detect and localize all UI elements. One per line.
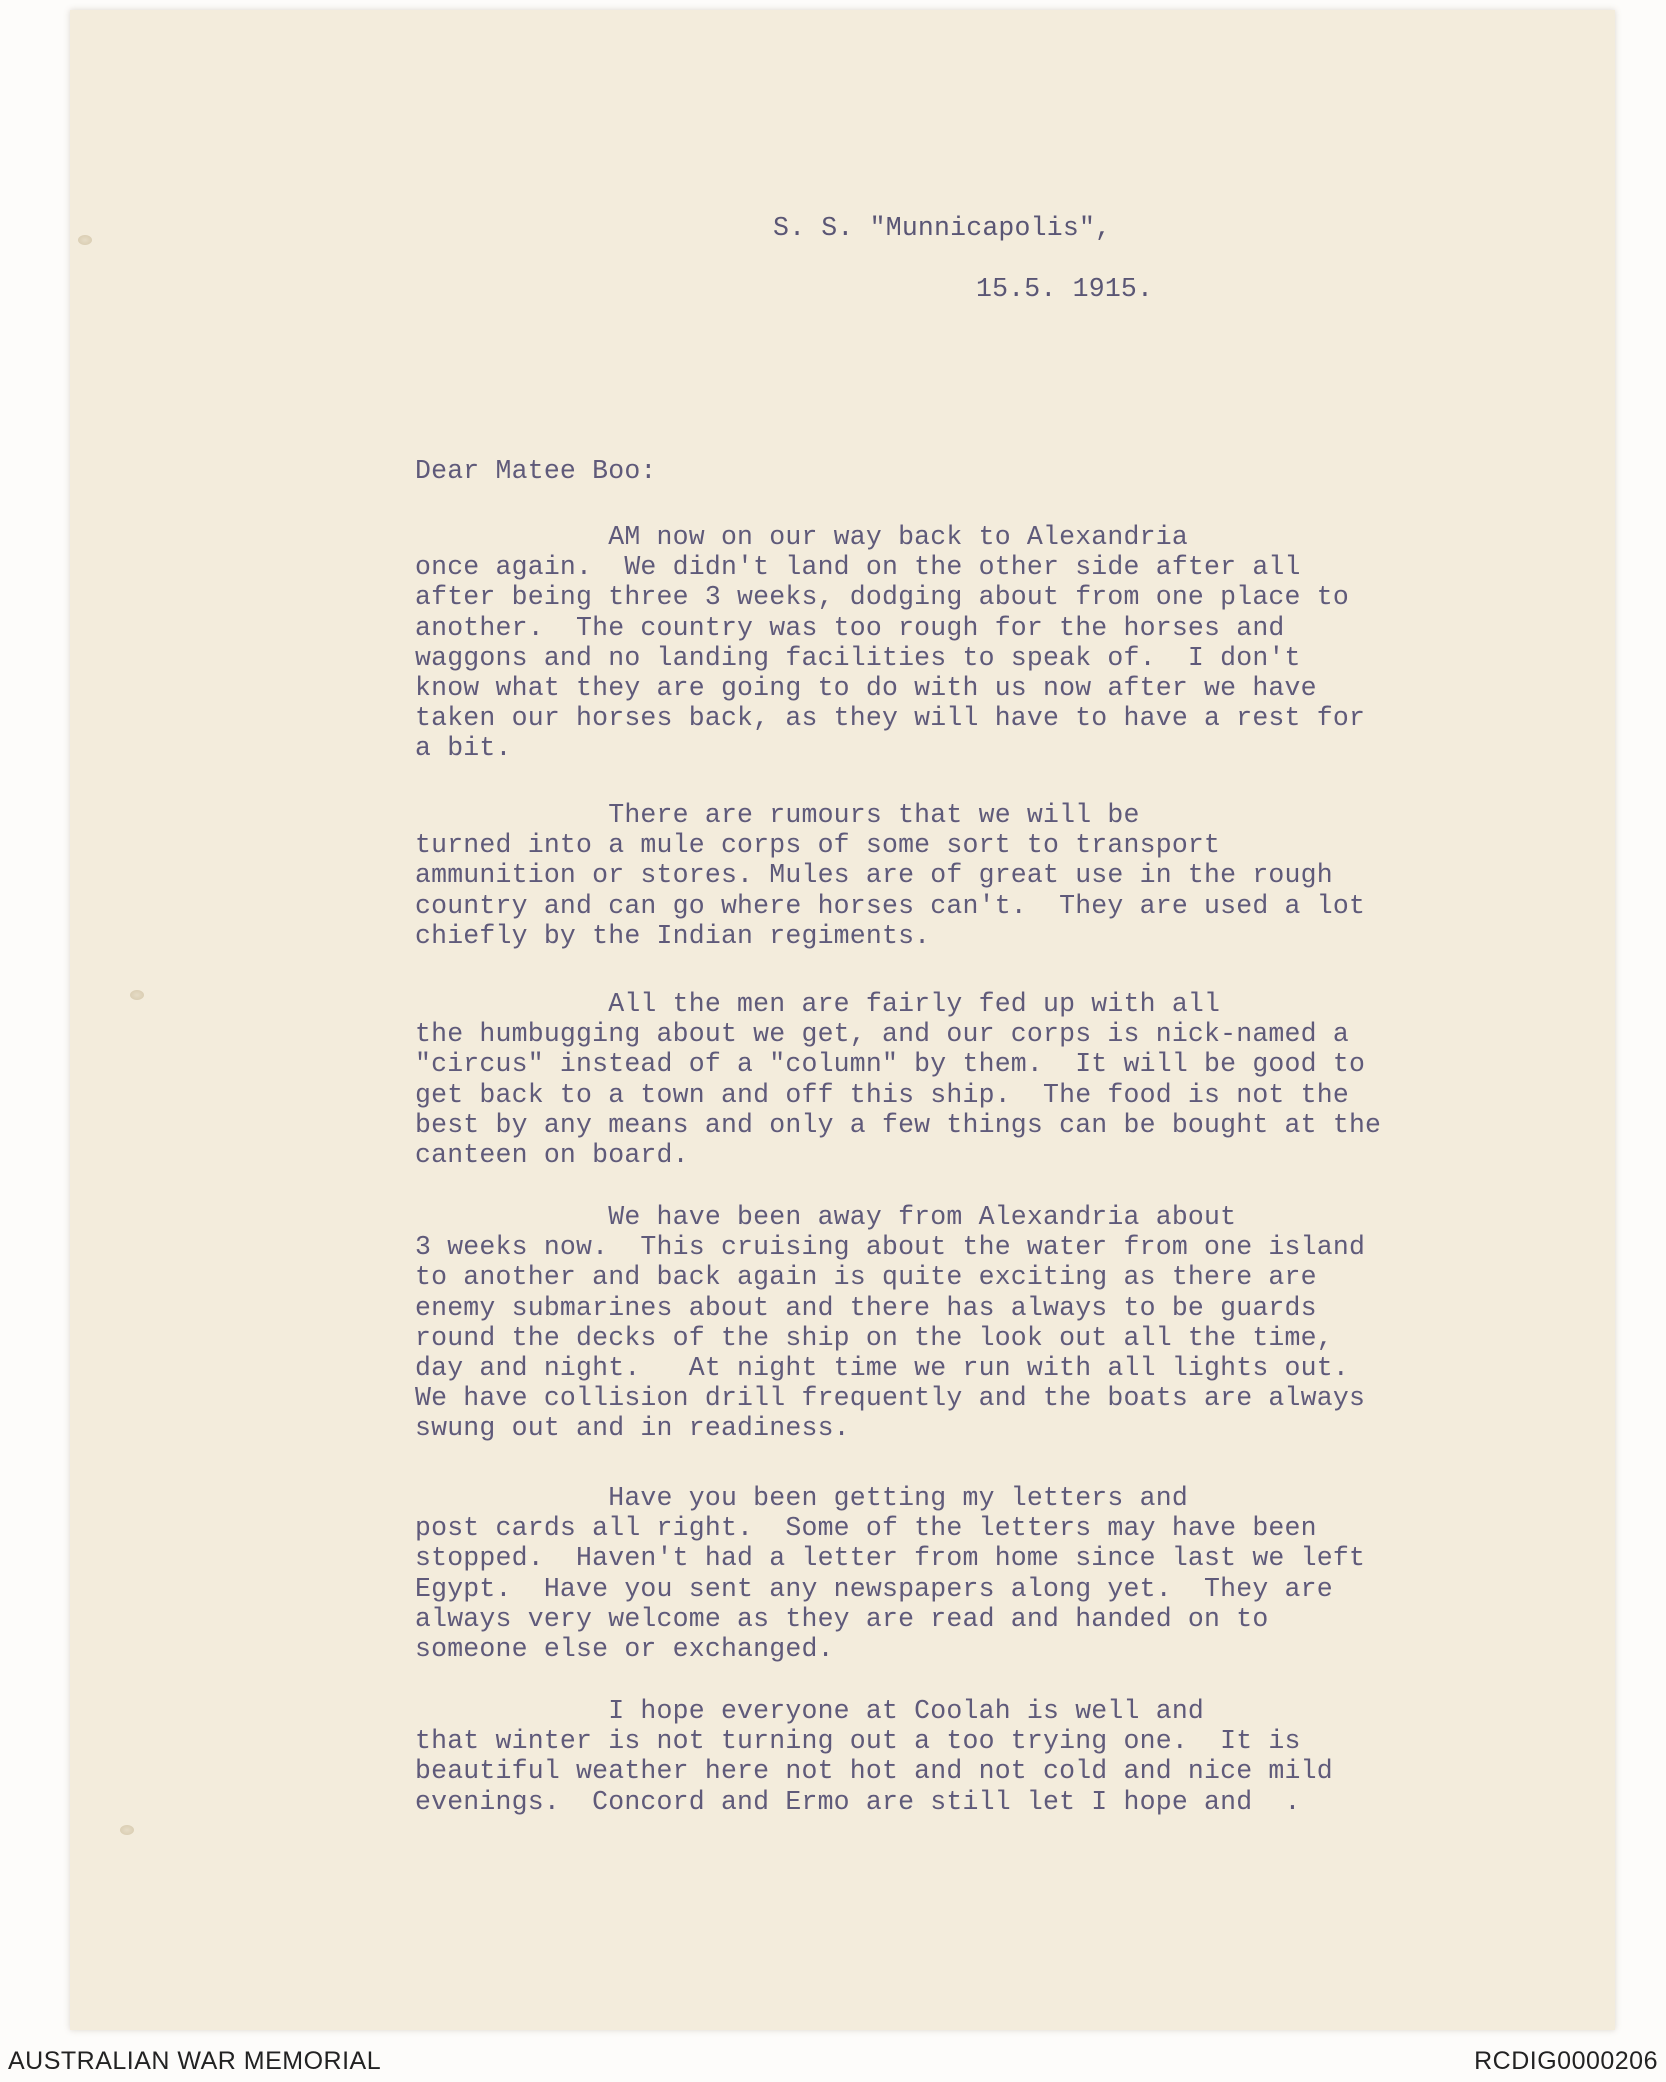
- text-line: to another and back again is quite exciting as there are: [415, 1262, 1317, 1293]
- text-line: evenings. Concord and Ermo are still let I hope and .: [415, 1786, 1301, 1817]
- text-line: round the decks of the ship on the look out all the time,: [415, 1322, 1333, 1353]
- text-line: someone else or exchanged.: [415, 1634, 834, 1664]
- text-line: once again. We didn't land on the other side after all: [415, 552, 1301, 583]
- text-line: the humbugging about we get, and our corps is nick-named a: [415, 1019, 1349, 1050]
- text-line: ammunition or stores. Mules are of great use in the rough: [415, 860, 1333, 891]
- text-line: country and can go where horses can't. They are used a lot: [415, 890, 1366, 921]
- text-line: We have collision drill frequently and the boats are always: [415, 1383, 1366, 1414]
- punch-hole-mark: [78, 235, 92, 245]
- text-line: taken our horses back, as they will have to have a rest for: [415, 703, 1366, 734]
- text-line: There are rumours that we will be: [415, 800, 1140, 830]
- text-line: always very welcome as they are read and handed on to: [415, 1603, 1269, 1634]
- text-line: chiefly by the Indian regiments.: [415, 920, 931, 951]
- text-line: swung out and in readiness.: [415, 1413, 850, 1444]
- text-line: We have been away from Alexandria about: [415, 1202, 1237, 1232]
- punch-hole-mark: [120, 1825, 134, 1835]
- text-line: beautiful weather here not hot and not cold and nice mild: [415, 1756, 1333, 1787]
- letter-date: 15.5. 1915.: [976, 274, 1154, 304]
- text-line: that winter is not turning out a too trying one. It is: [415, 1726, 1301, 1757]
- text-line: best by any means and only a few things can be bought at the: [415, 1109, 1382, 1140]
- salutation: Dear Matee Boo:: [415, 456, 657, 486]
- text-line: stopped. Haven't had a letter from home since last we left: [415, 1543, 1366, 1574]
- text-line: day and night. At night time we run with all lights out.: [415, 1353, 1349, 1383]
- text-line: AM now on our way back to Alexandria: [415, 522, 1188, 552]
- text-line: "circus" instead of a "column" by them. It will be good to: [415, 1049, 1366, 1080]
- text-line: enemy submarines about and there has always to be guards: [415, 1292, 1317, 1323]
- text-line: waggons and no landing facilities to speak of. I don't: [415, 642, 1301, 673]
- text-line: get back to a town and off this ship. The food is not the: [415, 1079, 1349, 1110]
- ship-name: S. S. "Munnicapolis",: [773, 213, 1112, 243]
- text-line: another. The country was too rough for the horses and: [415, 612, 1285, 643]
- text-line: turned into a mule corps of some sort to transport: [415, 830, 1221, 861]
- text-line: canteen on board.: [415, 1140, 689, 1170]
- text-line: Egypt. Have you sent any newspapers along yet. They are: [415, 1573, 1333, 1604]
- archive-reference: RCDIG0000206: [1474, 2047, 1658, 2075]
- text-line: 3 weeks now. This cruising about the water from one island: [415, 1232, 1366, 1263]
- archive-credit: AUSTRALIAN WAR MEMORIAL: [8, 2047, 382, 2075]
- text-line: post cards all right. Some of the letters may have been: [415, 1513, 1317, 1544]
- text-line: a bit.: [415, 733, 512, 764]
- text-line: Have you been getting my letters and: [415, 1483, 1188, 1513]
- punch-hole-mark: [130, 990, 144, 1000]
- text-line: I hope everyone at Coolah is well and: [415, 1696, 1205, 1726]
- text-line: know what they are going to do with us now after we have: [415, 673, 1317, 703]
- text-line: All the men are fairly fed up with all: [415, 989, 1221, 1019]
- text-line: after being three 3 weeks, dodging about from one place to: [415, 582, 1349, 613]
